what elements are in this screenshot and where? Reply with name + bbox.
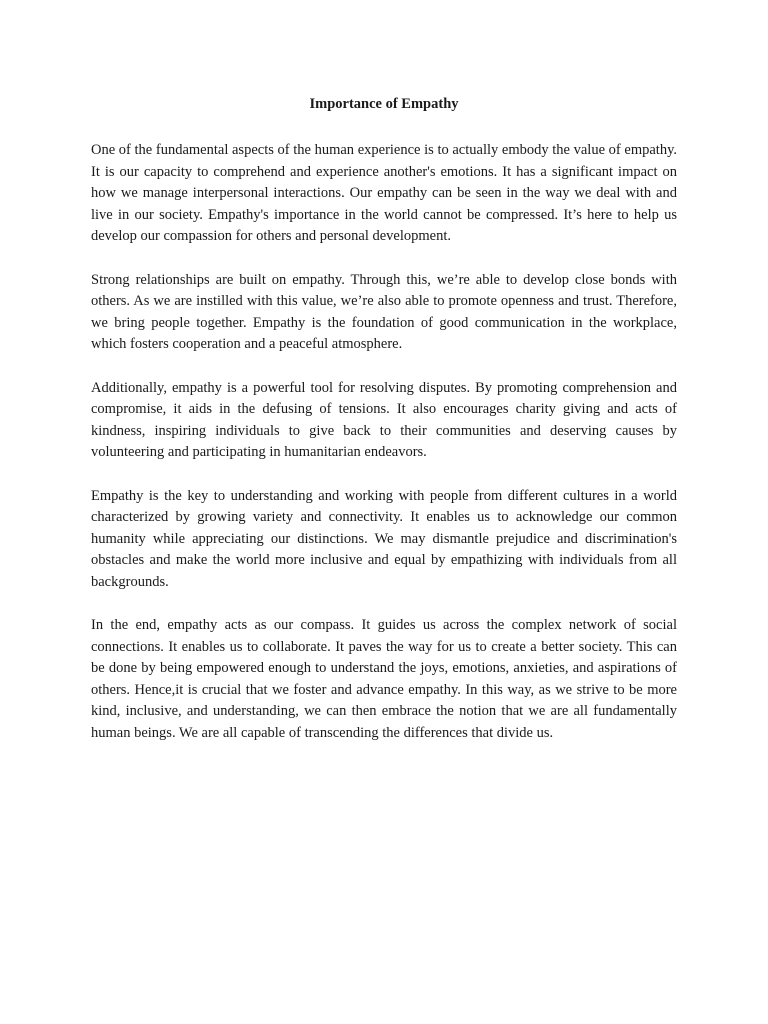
document-title: Importance of Empathy — [309, 96, 459, 112]
paragraph-2: Strong relationships are built on empathy. Through this, we’re able to develop close bonds with others. As we are instilled with this value, we’re also able to promote openness and trust. Therefore, we bring people together. Empathy is the foundation of good communication in the workplace, which fosters cooperation and a peaceful atmosphere. — [91, 271, 677, 353]
paragraph-5: In the end, empathy acts as our compass. It guides us across the complex network of social connections. It enables us to collaborate. It paves the way for us to create a better society. This can be done by being empowered enough to understand the joys, emotions, anxieties, and aspirations of others. Hence,it is crucial that we foster and advance empathy. In this way, as we strive to be more kind, inclusive, and understanding, we can then embrace the notion that we are all fundamentally human beings. We are all capable of transcending the differences that divide us. — [91, 617, 677, 742]
document-body — [91, 94, 677, 766]
paragraph-4: Empathy is the key to understanding and working with people from different cultures in a world characterized by growing variety and connectivity. It enables us to acknowledge our common humanity while appreciating our distinctions. We may dismantle prejudice and discrimination's obstacles and make the world more inclusive and equal by empathizing with individuals from all backgrounds. — [91, 487, 677, 590]
paragraph-1: One of the fundamental aspects of the human experience is to actually embody the value of empathy. It is our capacity to comprehend and experience another's emotions. It has a significant impact on how we manage interpersonal interactions. Our empathy can be seen in the way we deal with and live in our society. Empathy's importance in the world cannot be compressed. It’s here to help us develop our compassion for others and personal development. — [91, 142, 677, 245]
paragraph-3: Additionally, empathy is a powerful tool for resolving disputes. By promoting comprehension and compromise, it aids in the defusing of tensions. It also encourages charity giving and acts of kindness, inspiring individuals to give back to their communities and deserving causes by volunteering and participating in humanitarian endeavors. — [91, 379, 677, 461]
